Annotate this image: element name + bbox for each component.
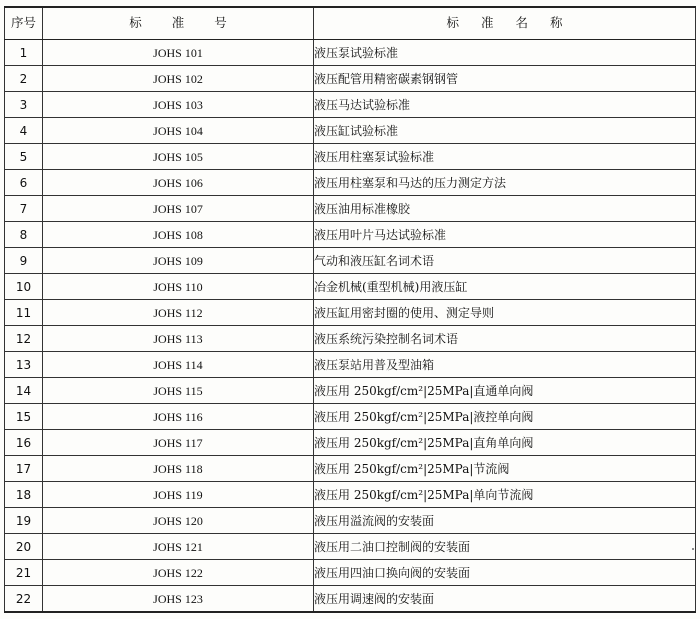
table-row (5, 482, 696, 508)
serial-number-cell: 7 (5, 196, 43, 222)
standard-number-cell: JOHS 114 (43, 352, 314, 378)
standard-name-cell: 液压用 250kgf/cm²|25MPa|节流阀 (314, 456, 696, 482)
table-row (5, 196, 696, 222)
serial-number-cell: 16 (5, 430, 43, 456)
standard-name-cell: 液压油用标准橡胶 (314, 196, 696, 222)
table-row (5, 222, 696, 248)
standard-name-cell: 液压用溢流阀的安装面 (314, 508, 696, 534)
table-row (5, 456, 696, 482)
standard-number-cell: JOHS 103 (43, 92, 314, 118)
standard-name-cell: 液压用 250kgf/cm²|25MPa|单向节流阀 (314, 482, 696, 508)
table-row (5, 66, 696, 92)
table-row (5, 248, 696, 274)
standard-number-cell: JOHS 109 (43, 248, 314, 274)
standard-number-cell: JOHS 119 (43, 482, 314, 508)
table-row (5, 586, 696, 613)
standard-number-cell: JOHS 120 (43, 508, 314, 534)
serial-number-cell: 5 (5, 144, 43, 170)
serial-number-cell: 22 (5, 586, 43, 613)
header-standard-name: 标准名称 (314, 7, 696, 40)
table-header (5, 7, 696, 40)
table-row (5, 170, 696, 196)
standard-name-cell: 液压用二油口控制阀的安装面 (314, 534, 696, 560)
standard-name-cell: 气动和液压缸名词术语 (314, 248, 696, 274)
standard-number-cell: JOHS 122 (43, 560, 314, 586)
header-standard-number: 标准号 (43, 7, 314, 40)
header-row (5, 7, 696, 40)
standard-number-cell: JOHS 106 (43, 170, 314, 196)
standard-name-cell: 液压用四油口换向阀的安装面 (314, 560, 696, 586)
scan-speck (692, 548, 694, 550)
header-serial-number: 序号 (5, 7, 43, 40)
standard-number-cell: JOHS 112 (43, 300, 314, 326)
table-body (5, 40, 696, 613)
table-row (5, 92, 696, 118)
serial-number-cell: 18 (5, 482, 43, 508)
standard-number-cell: JOHS 117 (43, 430, 314, 456)
standard-number-cell: JOHS 108 (43, 222, 314, 248)
standard-name-cell: 液压马达试验标准 (314, 92, 696, 118)
standard-name-cell: 液压用调速阀的安装面 (314, 586, 696, 613)
standard-name-cell: 液压泵站用普及型油箱 (314, 352, 696, 378)
serial-number-cell: 1 (5, 40, 43, 66)
standard-number-cell: JOHS 116 (43, 404, 314, 430)
serial-number-cell: 19 (5, 508, 43, 534)
serial-number-cell: 4 (5, 118, 43, 144)
standard-name-cell: 液压用 250kgf/cm²|25MPa|直通单向阀 (314, 378, 696, 404)
table-row (5, 378, 696, 404)
standard-name-cell: 液压用 250kgf/cm²|25MPa|直角单向阀 (314, 430, 696, 456)
table-row (5, 508, 696, 534)
standard-number-cell: JOHS 101 (43, 40, 314, 66)
serial-number-cell: 6 (5, 170, 43, 196)
serial-number-cell: 9 (5, 248, 43, 274)
standard-name-cell: 液压缸试验标准 (314, 118, 696, 144)
table-row (5, 40, 696, 66)
standard-number-cell: JOHS 115 (43, 378, 314, 404)
serial-number-cell: 12 (5, 326, 43, 352)
standard-number-cell: JOHS 118 (43, 456, 314, 482)
standard-number-cell: JOHS 110 (43, 274, 314, 300)
standard-name-cell: 液压用 250kgf/cm²|25MPa|液控单向阀 (314, 404, 696, 430)
standard-name-cell: 冶金机械(重型机械)用液压缸 (314, 274, 696, 300)
standard-name-cell: 液压缸用密封圈的使用、测定导则 (314, 300, 696, 326)
table-row (5, 534, 696, 560)
standard-name-cell: 液压用柱塞泵和马达的压力测定方法 (314, 170, 696, 196)
standard-number-cell: JOHS 107 (43, 196, 314, 222)
standard-number-cell: JOHS 113 (43, 326, 314, 352)
standards-table (4, 6, 696, 613)
serial-number-cell: 2 (5, 66, 43, 92)
standard-number-cell: JOHS 121 (43, 534, 314, 560)
standard-name-cell: 液压用叶片马达试验标准 (314, 222, 696, 248)
table-row (5, 118, 696, 144)
table-row (5, 144, 696, 170)
table-row (5, 404, 696, 430)
standard-number-cell: JOHS 123 (43, 586, 314, 613)
serial-number-cell: 15 (5, 404, 43, 430)
serial-number-cell: 3 (5, 92, 43, 118)
table-row (5, 560, 696, 586)
table-row (5, 352, 696, 378)
serial-number-cell: 13 (5, 352, 43, 378)
standard-number-cell: JOHS 102 (43, 66, 314, 92)
serial-number-cell: 11 (5, 300, 43, 326)
standard-name-cell: 液压配管用精密碳素钢钢管 (314, 66, 696, 92)
serial-number-cell: 8 (5, 222, 43, 248)
table-row (5, 326, 696, 352)
standard-number-cell: JOHS 105 (43, 144, 314, 170)
serial-number-cell: 21 (5, 560, 43, 586)
standard-name-cell: 液压用柱塞泵试验标准 (314, 144, 696, 170)
standard-number-cell: JOHS 104 (43, 118, 314, 144)
table-row (5, 430, 696, 456)
table-row (5, 300, 696, 326)
serial-number-cell: 17 (5, 456, 43, 482)
standard-name-cell: 液压泵试验标准 (314, 40, 696, 66)
serial-number-cell: 10 (5, 274, 43, 300)
standard-name-cell: 液压系统污染控制名词术语 (314, 326, 696, 352)
serial-number-cell: 14 (5, 378, 43, 404)
table-row (5, 274, 696, 300)
serial-number-cell: 20 (5, 534, 43, 560)
